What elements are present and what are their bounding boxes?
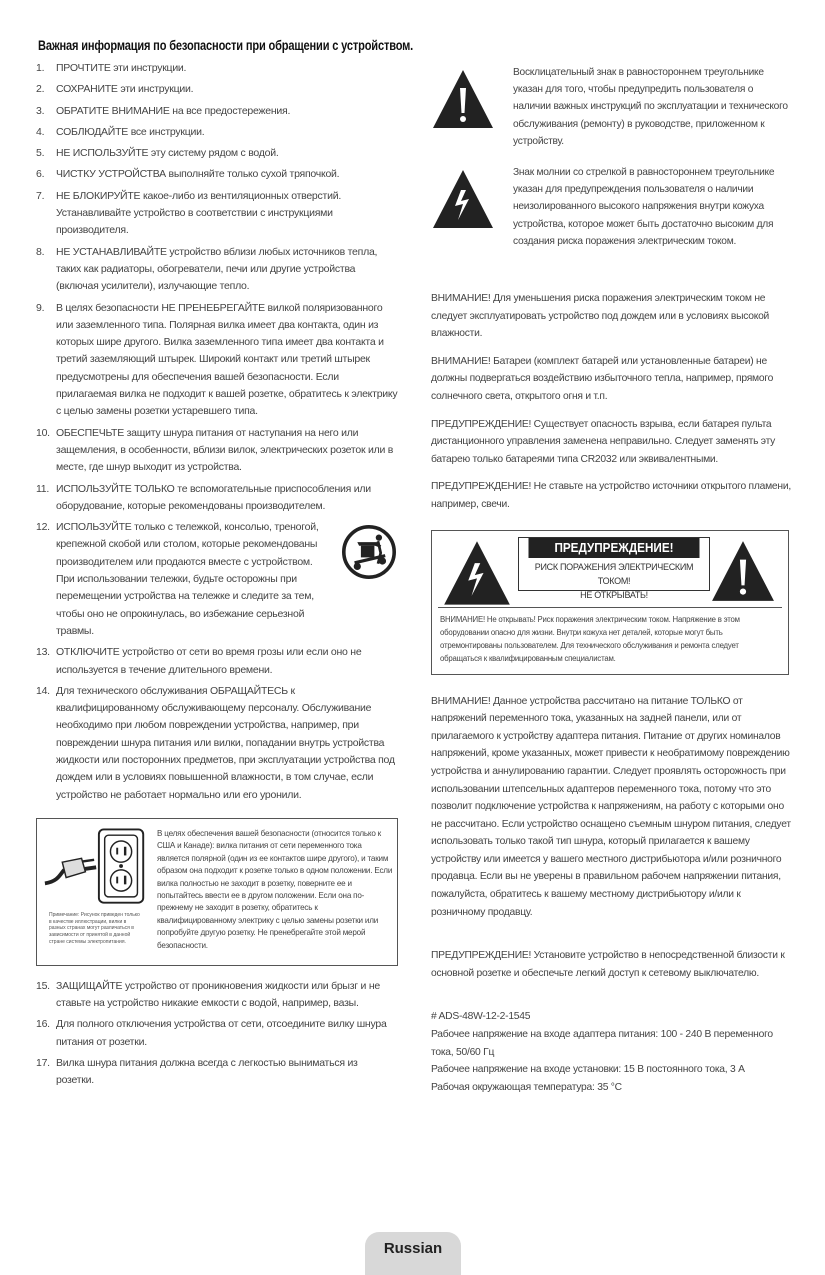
- open-flame-warning: ПРЕДУПРЕЖДЕНИЕ! Не ставьте на устройство источники открытого пламени, например, свечи.: [431, 481, 791, 510]
- item-text: ПРОЧТИТЕ эти инструкции.: [56, 62, 187, 74]
- item-number: 8.: [36, 245, 45, 258]
- divider: [438, 607, 782, 608]
- lightning-symbol-row: [431, 160, 791, 260]
- exclamation-symbol-row: [431, 60, 791, 160]
- item-number: 6.: [36, 168, 45, 181]
- lightning-symbol-text: Знак молнии со стрелкой в равностороннем треугольнике указан для предупреждения пользователя о наличии неизолированного высокого напряжения внутри кожуха устройства, которое может быть достаточно высоким для создания риска поражения электрическим током.: [513, 167, 775, 247]
- item-text: Вилка шнура питания должна всегда с легкостью выниматься из розетки.: [56, 1057, 358, 1087]
- item-number: 9.: [36, 301, 45, 314]
- instruction-item: [36, 481, 398, 516]
- lightning-triangle-icon: [431, 168, 495, 232]
- instruction-item: [36, 244, 398, 296]
- item-text: ИСПОЛЬЗУЙТЕ только с тележкой, консолью, треногой, крепежной скобой или столом, которые рекомендованы производителем или продаются вместе с устройством. При использовании тележки, будьте осторожны при перемещении устройства на тележке и следите за тем, чтобы оно не опрокинулась, во избежание серьезной травмы.: [56, 521, 319, 637]
- instruction-item: [36, 124, 398, 141]
- cart-tip-over-icon: [342, 525, 396, 579]
- warning-risk-line: РИСК ПОРАЖЕНИЯ ЭЛЕКТРИЧЕСКИМ ТОКОМ!: [534, 561, 694, 586]
- warnings-column: [431, 60, 791, 1096]
- battery-heat-warning: ВНИМАНИЕ! Батареи (комплект батарей или установленные батареи) не должны подвергаться воздействию избыточного тепла, например, прямого солнечного света, открытого огня и т.п.: [431, 355, 774, 402]
- instruction-item: [36, 644, 398, 679]
- adapter-model: # ADS-48W-12-2-1545: [431, 1011, 531, 1023]
- instructions-column: [36, 60, 398, 1094]
- instruction-item: [36, 103, 398, 120]
- item-number: 16.: [36, 1018, 50, 1031]
- plug-illustration-note: Примечание: Рисунок приведен только в качестве иллюстрации, вилки в разных странах могут различаться в зависимости от принятой в данной стране системы электропитания.: [49, 911, 140, 946]
- instruction-item: [36, 519, 398, 640]
- item-text: В целях безопасности НЕ ПРЕНЕБРЕГАЙТЕ вилкой поляризованного или заземленного типа. Полярная вилка имеет два контакта, один из которых шире другого. Вилка заземленного типа имеет два контакта и третий заземляющий штырек. Широкий контакт или третий штырек предусмотрены для обеспечения вашей безопасности. Если прилагаемая вилка не подходит к вашей розетке, обратитесь к электрику с целью замены розетки устаревшего типа.: [56, 301, 398, 418]
- item-number: 14.: [36, 684, 50, 697]
- exclamation-triangle-icon: [710, 539, 776, 605]
- item-text: ЧИСТКУ УСТРОЙСТВА выполняйте только сухой тряпочкой.: [56, 168, 340, 181]
- plug-and-outlet-illustration: [43, 825, 149, 909]
- warning-box-text: ВНИМАНИЕ! Не открывать! Риск поражения электрическим током. Напряжение в этом оборудовании опасно для жизни. Внутри кожуха нет деталей, которые могут быть отремонтированы пользователем. Для технического обслуживания и ремонта следует обращаться к квалифицированным специалистам.: [440, 614, 740, 663]
- warning-title: ПРЕДУПРЕЖДЕНИЕ!: [529, 538, 700, 558]
- item-number: 15.: [36, 979, 50, 992]
- operating-temperature: Рабочая окружающая температура: 35 °C: [431, 1081, 622, 1093]
- battery-explosion-warning: ПРЕДУПРЕЖДЕНИЕ! Существует опасность взрыва, если батарея пульта дистанционного управления заменена неправильно. Следует заменять эту батарею только батареями типа CR2032 или эквивалентными.: [431, 418, 776, 465]
- instruction-item: [36, 81, 398, 98]
- item-number: 1.: [36, 62, 45, 74]
- language-label: Russian: [383, 1240, 443, 1257]
- item-text: ОБРАТИТЕ ВНИМАНИЕ на все предостережения.: [56, 104, 291, 117]
- item-number: 3.: [36, 104, 45, 117]
- item-number: 4.: [36, 125, 45, 138]
- instruction-item: [36, 166, 398, 183]
- instruction-item: [36, 1016, 398, 1051]
- instruction-item: [36, 978, 398, 1013]
- shock-warning-box: [431, 530, 789, 675]
- rain-warning: ВНИМАНИЕ! Для уменьшения риска поражения электрическим током не следует эксплуатировать устройство под дождем или в условиях высокой влажности.: [431, 293, 770, 340]
- item-number: 17.: [36, 1057, 50, 1070]
- item-text: НЕ ИСПОЛЬЗУЙТЕ эту систему рядом с водой.: [56, 147, 279, 160]
- item-text: СОХРАНИТЕ эти инструкции.: [56, 83, 194, 96]
- socket-access-warning: ПРЕДУПРЕЖДЕНИЕ! Установите устройство в непосредственной близости к основной розетке и обеспечьте легкий доступ к сетевому выключателю.: [431, 950, 785, 979]
- warning-label: [518, 537, 710, 600]
- item-text: ИСПОЛЬЗУЙТЕ ТОЛЬКО те вспомогательные приспособления или оборудование, которые рекомендованы производителем.: [56, 482, 371, 512]
- warning-do-not-open: НЕ ОТКРЫВАТЬ!: [580, 589, 648, 600]
- item-text: ОТКЛЮЧИТЕ устройство от сети во время грозы или если оно не используется в течение длительного времени.: [56, 646, 362, 676]
- instruction-item: [36, 188, 398, 240]
- item-text: СОБЛЮДАЙТЕ все инструкции.: [56, 125, 205, 138]
- exclamation-triangle-icon: [431, 68, 495, 132]
- item-number: 5.: [36, 147, 45, 160]
- item-text: Для технического обслуживания ОБРАЩАЙТЕСЬ к квалифицированному обслуживающему персоналу. Обслуживание необходимо при любом повреждении устройства, например, при повреждении шнура питания или вилки, попадании внутрь устройства жидкости или посторонних предметов, при эксплуатации устройства под дождем или в условиях повышенной влажности, в том случае, если устройство не работает нормально или его уронили.: [56, 684, 395, 801]
- polarized-plug-text: В целях обеспечения вашей безопасности (относится только к США и Канаде): вилка питания от сети переменного тока является полярной (один из ее контактов шире другого), и таким образом она подходит к розетке только в одном положении. Если вилка полностью не заходит в розетку, поверните ее и попытайтесь ввести ее в другом положении. Если она по-прежнему не заходит в розетку, обратитесь к квалифицированному электрику с целью замены розетки или попробуйте другую розетку. Не пренебрегайте этой мерой безопасности.: [157, 828, 393, 950]
- item-text: Для полного отключения устройства от сети, отсоедините вилку шнура питания от розетки.: [56, 1018, 387, 1048]
- instruction-item: [36, 300, 398, 421]
- item-text: ЗАЩИЩАЙТЕ устройство от проникновения жидкости или брызг и не ставьте на устройство никакие емкости с водой, например, вазы.: [56, 979, 380, 1010]
- unit-input-voltage: Рабочее напряжение на входе установки: 15 В постоянного тока, 3 А: [431, 1064, 745, 1076]
- page-title: Важная информация по безопасности при обращении с устройством.: [38, 38, 414, 53]
- power-voltage-warning: ВНИМАНИЕ! Данное устройства рассчитано на питание ТОЛЬКО от напряжений переменного тока, указанных на задней панели, или от прилагаемого к устройству адаптера питания. Питание от других номиналов напряжений, кроме указанных, может привести к необратимому повреждению устройства и аннулированию гарантии. Следует проявлять осторожность при использовании штепсельных адаптеров переменного тока, потому что это позволит подключение устройства к напряжениям, на работу с которыми оно не рассчитано. Если устройство оснащено съемным шнуром питания, следует использовать только такой тип шнура, который прилагается к вашему устройству или имеется у вашего местного дистрибьютора и/или розничного продавца. Если вы не уверены в правильном рабочем напряжении питания, пожалуйста, обратитесь к вашему местному дистрибьютору и/или к розничному продавцу.: [431, 695, 791, 918]
- item-text: ОБЕСПЕЧЬТЕ защиту шнура питания от наступания на него или защемления, в особенности, вблизи вилок, электрических розеток или в месте, где шнур выходит из устройства.: [56, 426, 394, 474]
- item-number: 10.: [36, 426, 50, 439]
- item-number: 13.: [36, 646, 50, 659]
- instruction-item: [36, 683, 398, 804]
- lightning-triangle-icon: [442, 539, 512, 609]
- instruction-item: [36, 60, 398, 77]
- language-tab: [365, 1232, 461, 1275]
- instruction-item: [36, 1055, 398, 1090]
- item-number: 12.: [36, 521, 50, 534]
- instruction-item: [36, 145, 398, 162]
- polarized-plug-note-box: [36, 818, 398, 966]
- item-text: НЕ УСТАНАВЛИВАЙТЕ устройство вблизи любых источников тепла, таких как радиаторы, обогреватели, печи или другие устройства (включая усилители), излучающие тепло.: [56, 245, 378, 293]
- item-number: 11.: [36, 482, 50, 495]
- item-number: 2.: [36, 83, 45, 96]
- instruction-item: [36, 425, 398, 477]
- exclamation-symbol-text: Восклицательный знак в равностороннем треугольнике указан для того, чтобы предупредить пользователя о наличии важных инструкций по эксплуатации и технического обслуживания (ремонту) в руководстве, приложенном к устройству.: [513, 67, 788, 147]
- item-text: НЕ БЛОКИРУЙТЕ какое-либо из вентиляционных отверстий. Устанавливайте устройство в соответствии с инструкциями производителя.: [56, 189, 341, 237]
- adapter-input-voltage: Рабочее напряжение на входе адаптера питания: 100 - 240 В переменного тока, 50/60 Гц: [431, 1029, 773, 1058]
- item-number: 7.: [36, 189, 45, 202]
